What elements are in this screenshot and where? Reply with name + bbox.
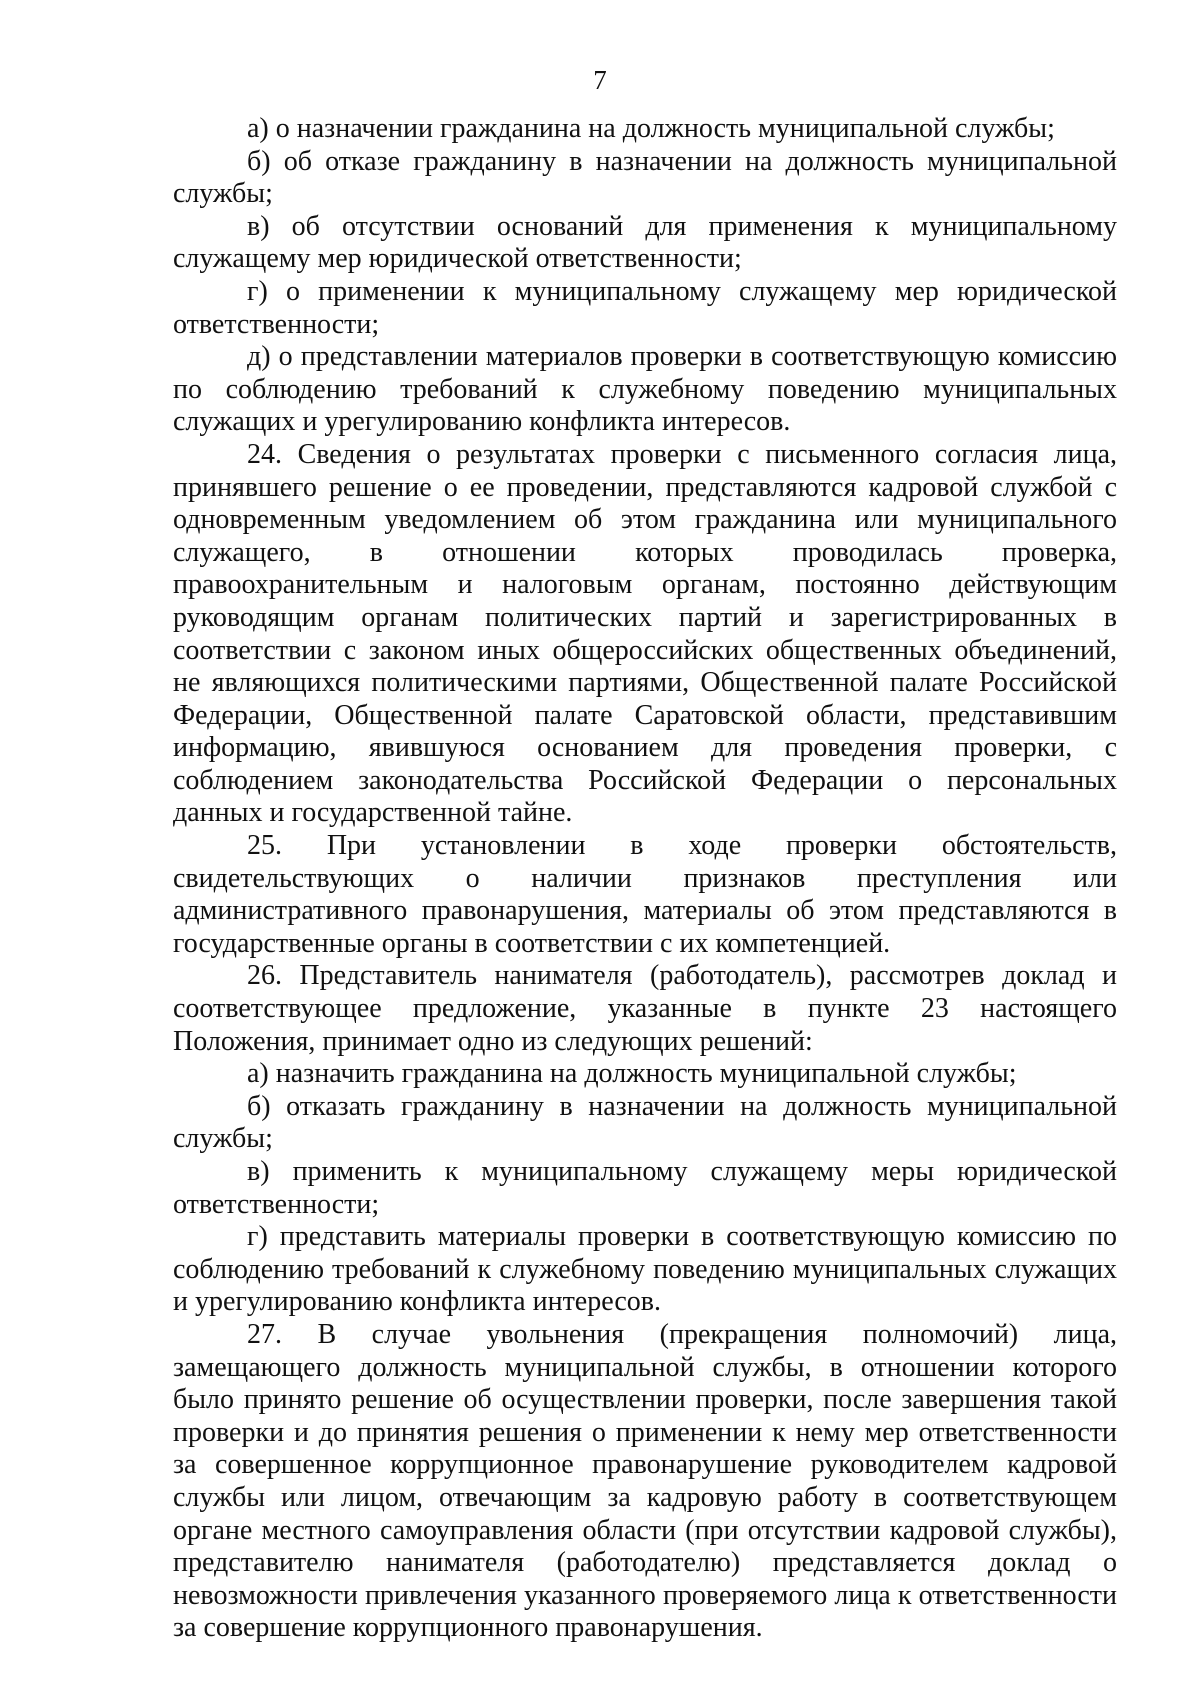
page-number: 7 <box>593 65 607 95</box>
paragraph-option-a: а) назначить гражданина на должность муниципальной службы; <box>247 1058 1017 1090</box>
paragraph-item-27: 27. В случае увольнения (прекращения полномочий) лица, замещающего должность муниципальной службы, в отношении которого было принято решение об осуществлении проверки, после завершения такой проверки и до принятия решения о применении к нему мер ответственности за совершенное коррупционное правонарушение руководителем кадровой службы или лицом, отвечающим за кадровую работу в соответствующем органе местного самоуправления области (при отсутствии кадровой службы), представителю нанимателя (работодателю) представляется доклад о невозможности привлечения указанного проверяемого лица к ответственности за совершение коррупционного правонарушения. <box>173 1318 1117 1644</box>
paragraph-item-24: 24. Сведения о результатах проверки с письменного согласия лица, принявшего решение о ее проведении, представляются кадровой службой с одновременным уведомлением об этом гражданина или муниципального служащего, в отношении которых проводилась проверка, правоохранительным и налоговым органам, постоянно действующим руководящим органам политических партий и зарегистрированных в соответствии с законом иных общероссийских общественных объединений, не являющихся политическими партиями, Общественной палате Российской Федерации, Общественной палате Саратовской области, представившим информацию, явившуюся основанием для проведения проверки, с соблюдением законодательства Российской Федерации о персональных данных и государственной тайне. <box>173 438 1117 829</box>
paragraph-decision-a: а) о назначении гражданина на должность муниципальной службы; <box>247 113 1055 144</box>
paragraph-item-25: 25. При установлении в ходе проверки обстоятельств, свидетельствующих о наличии признаков преступления или административного правонарушения, материалы об этом представляются в государственные органы в соответствии с их компетенцией. <box>173 830 1117 959</box>
paragraph-decision-d: д) о представлении материалов проверки в соответствующую комиссию по соблюдению требований к служебному поведению муниципальных служащих и урегулированию конфликта интересов. <box>173 341 1117 438</box>
paragraph-decision-b: б) об отказе гражданину в назначении на должность муниципальной службы; <box>173 145 1117 210</box>
paragraph-option-v: в) применить к муниципальному служащему меры юридической ответственности; <box>173 1156 1117 1220</box>
document-body <box>173 113 1117 1645</box>
paragraph-decision-v: в) об отсутствии оснований для применения к муниципальному служащему мер юридической ответственности; <box>173 210 1117 275</box>
paragraph-item-26: 26. Представитель нанимателя (работодатель), рассмотрев доклад и соответствующее предложение, указанные в пункте 23 настоящего Положения, принимает одно из следующих решений: <box>173 960 1117 1057</box>
paragraph-option-g: г) представить материалы проверки в соответствующую комиссию по соблюдению требований к служебному поведению муниципальных служащих и урегулированию конфликта интересов. <box>173 1221 1117 1318</box>
paragraph-decision-g: г) о применении к муниципальному служащему мер юридической ответственности; <box>173 275 1117 340</box>
paragraph-option-b: б) отказать гражданину в назначении на должность муниципальной службы; <box>173 1090 1117 1155</box>
